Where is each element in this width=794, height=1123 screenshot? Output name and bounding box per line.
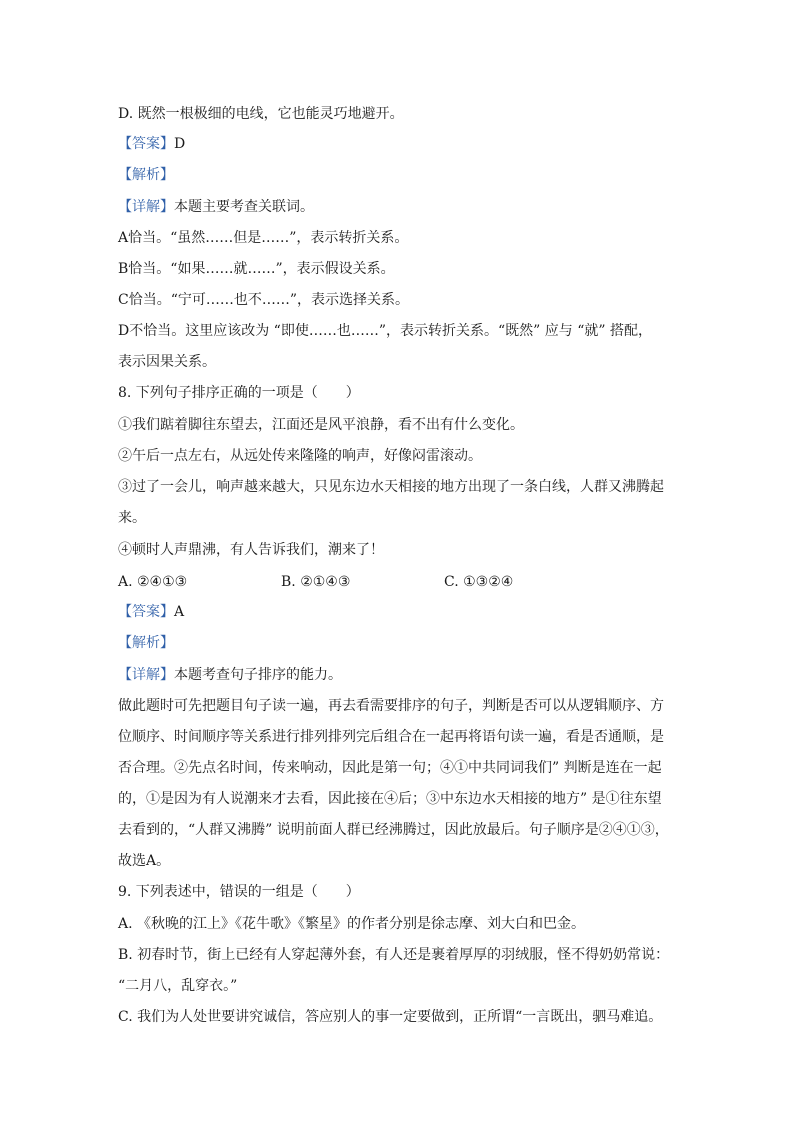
q8-explain-line-5: 去看到的，“人群又沸腾” 说明前面人群已经沸腾过，因此放最后。句子顺序是②④①③， (118, 822, 669, 838)
q8-sentence-3: ③过了一会儿，响声越来越大，只见东边水天相接的地方出现了一条白线，人群又沸腾起 (118, 479, 664, 495)
q8-answer: 【答案】A (118, 604, 185, 620)
q8-detail: 【详解】本题考查句子排序的能力。 (118, 667, 342, 683)
q8-explain-line-4: 的，①是因为有人说潮来才去看，因此接在④后；③中东边水天相接的地方” 是①往东望 (118, 791, 662, 807)
q9-option-b: B. 初春时节，街上已经有人穿起薄外套，有人还是裹着厚厚的羽绒服，怪不得奶奶常说： (118, 947, 670, 963)
q8-option-a: A. ②④①③ (118, 574, 188, 590)
section-label: 【答案】 (118, 136, 174, 152)
q8-option-b: B. ②①④③ (281, 574, 351, 590)
q7-explain-b: B恰当。“如果……就……”，表示假设关系。 (118, 261, 395, 277)
q8-sentence-1: ①我们踮着脚往东望去，江面还是风平浪静，看不出有什么变化。 (118, 417, 524, 433)
q8-explain-line-6: 故选A。 (118, 853, 171, 869)
section-label: 【详解】 (118, 667, 174, 683)
q7-option-d: D. 既然一根极细的电线，它也能灵巧地避开。 (118, 106, 404, 122)
section-label: 【解析】 (118, 635, 174, 651)
q8-option-c: C. ①③②④ (444, 574, 514, 590)
section-label: 【详解】 (118, 199, 174, 215)
q8-explain-line-1: 做此题时可先把题目句子读一遍，再去看需要排序的句子，判断是否可以从逻辑顺序、方 (118, 698, 664, 714)
q7-explain-d: D不恰当。这里应该改为 “即使……也……”，表示转折关系。“既然” 应与 “就” 搭配， (118, 323, 652, 339)
q7-explain-a: A恰当。“虽然……但是……”，表示转折关系。 (118, 230, 409, 246)
q8-explain-line-2: 位顺序、时间顺序等关系进行排列排列完后组合在一起再将语句读一遍，看是否通顺，是 (118, 729, 664, 745)
q7-answer: 【答案】D (118, 136, 186, 152)
section-label: 【解析】 (118, 167, 174, 183)
q8-options (0, 572, 794, 592)
q7-detail: 【详解】本题主要考查关联词。 (118, 199, 314, 215)
q7-explain-c: C恰当。“宁可……也不……”，表示选择关系。 (118, 292, 410, 308)
q7-analysis-heading (118, 165, 174, 185)
section-label: 【答案】 (118, 604, 174, 620)
q8-sentence-3-cont: 来。 (118, 510, 146, 526)
q9-option-b-cont: “二月八，乱穿衣。” (118, 978, 238, 994)
q8-stem: 8. 下列句子排序正确的一项是（ ） (118, 385, 360, 401)
q9-stem: 9. 下列表述中，错误的一组是（ ） (118, 884, 360, 900)
q8-sentence-4: ④顿时人声鼎沸，有人告诉我们，潮来了！ (118, 542, 384, 558)
q9-option-a: A. 《秋晚的江上》《花牛歌》《繁星》的作者分别是徐志摩、刘大白和巴金。 (118, 916, 586, 932)
q7-explain-d-cont: 表示因果关系。 (118, 354, 216, 370)
q8-sentence-2: ②午后一点左右，从远处传来隆隆的响声，好像闷雷滚动。 (118, 448, 482, 464)
q8-analysis-heading (118, 633, 174, 653)
q9-option-c: C. 我们为人处世要讲究诚信，答应别人的事一定要做到，正所谓“一言既出，驷马难追。 (118, 1009, 663, 1025)
q8-explain-line-3: 否合理。②先点名时间，传来响动，因此是第一句；④①中共同词我们” 判断是连在一起 (118, 760, 662, 776)
